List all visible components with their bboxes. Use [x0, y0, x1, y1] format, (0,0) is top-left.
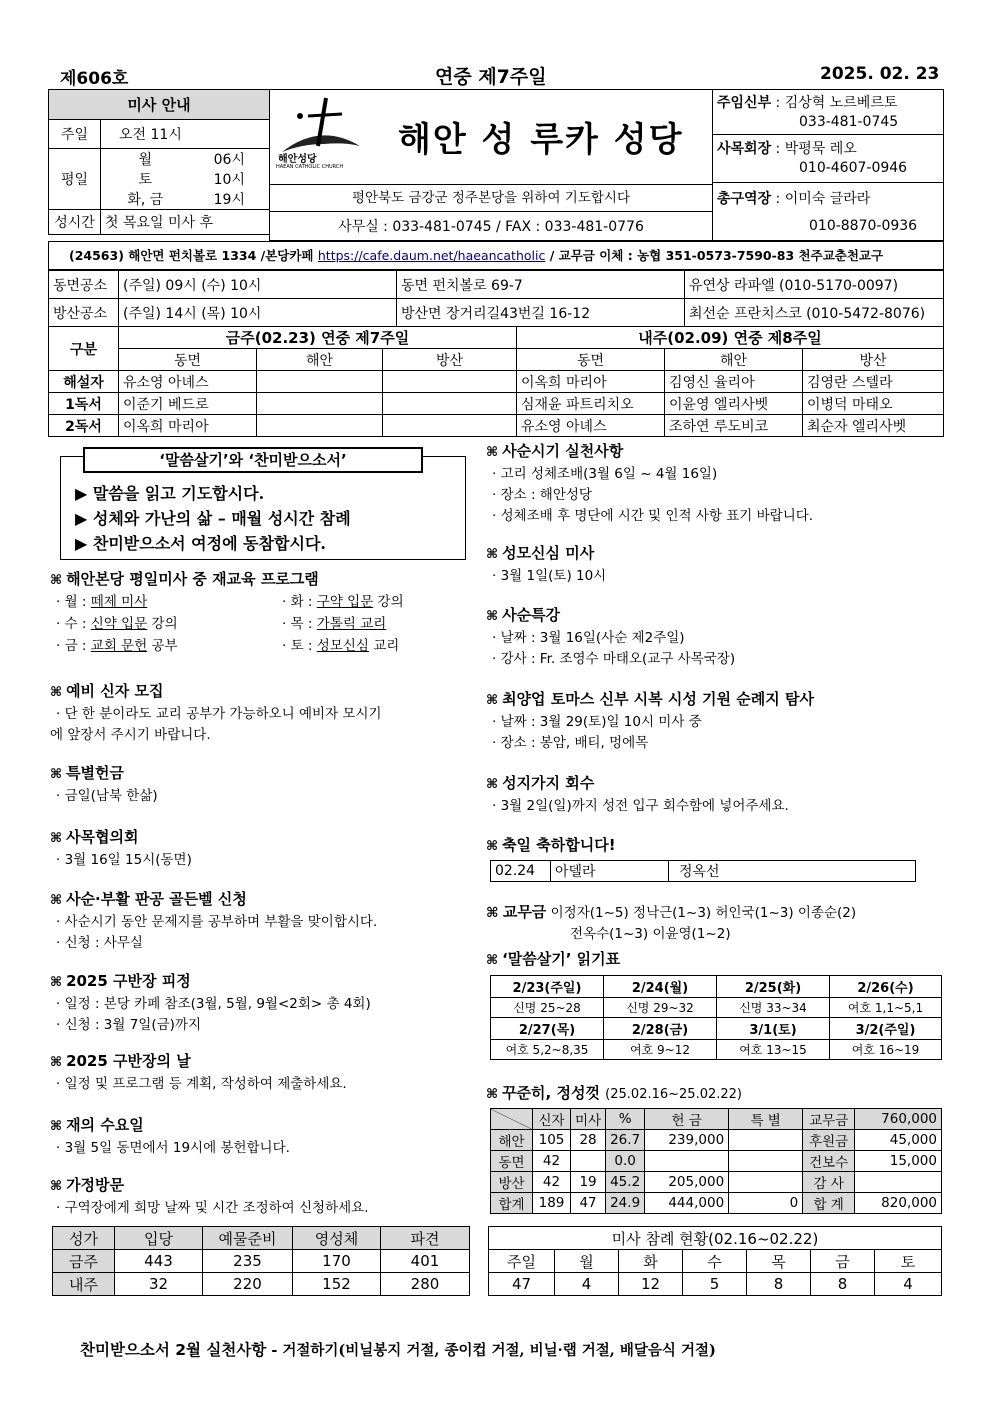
- notice-ash-wednesday: [50, 1114, 480, 1159]
- mass-guide-table: [48, 89, 270, 235]
- attendance-count: 47: [489, 1273, 555, 1296]
- hymn-number: 152: [293, 1273, 381, 1296]
- finance-heading: [486, 1082, 942, 1106]
- notice-title: 재의 수요일: [66, 1116, 144, 1134]
- issue-number: 제606호: [60, 69, 129, 89]
- readers-this-week: 금주(02.23) 연중 제7주일: [119, 327, 517, 349]
- reader-cell: [383, 415, 517, 437]
- attendance-day: 주일: [489, 1250, 555, 1273]
- attendance-day: 금: [811, 1250, 875, 1273]
- notice-line: · 3월 1일(토) 10시: [492, 568, 607, 584]
- notice-palm-return: [486, 772, 942, 817]
- notice-line: · 신청 : 사무실: [56, 935, 143, 951]
- program-subject: 구약 입문: [316, 594, 374, 610]
- notice-mark-icon: ⌘: [486, 839, 499, 854]
- church-logo-text: 해안성당: [278, 154, 317, 165]
- attendance-day: 화: [619, 1250, 683, 1273]
- program-day: 월: [64, 594, 78, 610]
- reader-role: 2독서: [49, 415, 119, 437]
- place-header: 해안: [665, 349, 803, 371]
- holy-hour-value: 첫 목요일 미사 후: [101, 210, 270, 235]
- attendance-count: 8: [747, 1273, 811, 1296]
- motto-line: ▶ 성체와 가난의 삶 – 매월 성시간 참례: [75, 509, 351, 528]
- notice-retreat: [50, 970, 480, 1036]
- reader-cell: 유소영 아녜스: [517, 415, 665, 437]
- program-day: 토: [290, 638, 304, 654]
- notice-title: 사순특강: [502, 606, 561, 624]
- hymn-week: 내주: [53, 1273, 115, 1296]
- notice-mark-icon: ⌘: [50, 893, 63, 908]
- notice-leaders-day: [50, 1050, 480, 1095]
- notice-mark-icon: ⌘: [486, 905, 499, 921]
- staff-box: 주임신부 : 김상혁 노르베르토 033-481-0745 사목회장 : 박평묵 레오 010-4607-0946 총구역장 : 이미숙 글라라 010-8870-0936: [712, 89, 944, 241]
- notice-special-offering: [50, 762, 480, 807]
- reading-day: 2/23(주일): [491, 976, 604, 998]
- mass-guide-title: 미사 안내: [49, 90, 270, 120]
- finance-special: 0: [729, 1193, 803, 1214]
- notice-mark-icon: ⌘: [50, 831, 63, 846]
- address-bar: [48, 241, 944, 270]
- sunday-time: 오전 11시: [101, 120, 270, 149]
- reading-text: 여호 16~19: [830, 1040, 942, 1060]
- reading-day: 2/26(수): [830, 976, 942, 998]
- weekday-time: 10시: [190, 169, 270, 189]
- finance-row-name: 합계: [491, 1193, 533, 1214]
- finance-offer: 205,000: [645, 1172, 729, 1193]
- notice-line: · 3월 16일 15시(동면): [56, 852, 192, 868]
- finance-value: 15,000: [855, 1151, 942, 1172]
- reader-cell: 최순자 엘리사벳: [803, 415, 944, 437]
- notice-lent-practice: [486, 440, 942, 527]
- motto-box: [60, 451, 466, 560]
- bulletin-date: 2025. 02. 23: [820, 64, 940, 84]
- notice-title: 사순시기 실천사항: [502, 442, 624, 460]
- mission-contact: 최선순 프란치스코 (010-5472-8076): [685, 299, 944, 327]
- readers-col-label: 구분: [49, 327, 119, 371]
- finance-header: 신자: [533, 1109, 571, 1130]
- mission-name: 방산공소: [49, 299, 119, 327]
- dues-label: 교무금: [502, 903, 547, 921]
- hymn-week: 금주: [53, 1250, 115, 1273]
- notice-mark-icon: ⌘: [50, 1119, 63, 1134]
- finance-special: [729, 1130, 803, 1151]
- place-header: 해안: [257, 349, 383, 371]
- mission-times: (주일) 14시 (목) 10시: [119, 299, 397, 327]
- notice-title: 예비 신자 모집: [66, 682, 164, 700]
- hymn-number: 220: [203, 1273, 293, 1296]
- hymn-number: 280: [381, 1273, 470, 1296]
- notice-title: 성모신심 미사: [502, 544, 595, 562]
- mission-times: (주일) 09시 (수) 10시: [119, 271, 397, 299]
- notice-line: · 성체조배 후 명단에 시간 및 인적 사항 표기 바랍니다.: [492, 508, 814, 524]
- program-subject: 신약 입문: [90, 616, 148, 632]
- notice-pilgrimage: [486, 688, 942, 754]
- footer-practice: [80, 1338, 716, 1360]
- place-header: 동면: [119, 349, 257, 371]
- finance-pct: 0.0: [606, 1151, 645, 1172]
- finance-members: 42: [533, 1151, 571, 1172]
- motto-title: ‘말씀살기’와 ‘찬미받으소서’: [83, 447, 423, 473]
- attendance-day: 목: [747, 1250, 811, 1273]
- finance-header: 헌 금: [645, 1109, 729, 1130]
- feast-names: 정옥선: [669, 861, 916, 882]
- notice-title: ‘말씀살기’ 읽기표: [502, 950, 621, 968]
- finance-pct: 24.9: [606, 1193, 645, 1214]
- staff-name: 이미숙 글라라: [784, 191, 871, 207]
- program-subject: 성모신심: [316, 638, 369, 654]
- finance-row-name: 방산: [491, 1172, 533, 1193]
- mission-address: 방산면 장거리길43번길 16-12: [397, 299, 685, 327]
- notice-line: · 3월 2일(일)까지 성전 입구 회수함에 넣어주세요.: [492, 798, 789, 814]
- finance-mass: [571, 1151, 606, 1172]
- staff-phone: 010-8870-0936: [809, 218, 918, 234]
- notice-title: 2025 구반장의 날: [66, 1052, 191, 1070]
- finance-mass: 47: [571, 1193, 606, 1214]
- reader-cell: [257, 393, 383, 415]
- sunday-title: 연중 제7주일: [435, 66, 547, 88]
- reading-text: 여호 1,1~5,1: [830, 998, 942, 1018]
- notice-mark-icon: ⌘: [50, 573, 63, 588]
- reading-day: 2/27(목): [491, 1018, 604, 1040]
- reading-day: 2/28(금): [604, 1018, 717, 1040]
- notice-title: 특별헌금: [66, 764, 125, 782]
- feast-saint: 아델라: [551, 861, 669, 882]
- reader-role: 해설자: [49, 371, 119, 393]
- attendance-count: 5: [683, 1273, 747, 1296]
- hymn-number: 235: [203, 1250, 293, 1273]
- reader-cell: 이병덕 마태오: [803, 393, 944, 415]
- place-header: 동면: [517, 349, 665, 371]
- notice-lent-lecture: [486, 604, 942, 670]
- finance-mass: 19: [571, 1172, 606, 1193]
- notice-line: · 구역장에게 희망 날짜 및 시간 조정하여 신청하세요.: [56, 1200, 369, 1216]
- motto-line: ▶ 말씀을 읽고 기도합시다.: [75, 484, 265, 503]
- weekday-day: 월: [101, 149, 190, 170]
- reader-cell: 이윤영 엘리사벳: [665, 393, 803, 415]
- notice-marian-mass: [486, 542, 942, 587]
- dues-line: 전옥수(1~3) 이윤영(1~2): [570, 926, 731, 942]
- finance-title: 꾸준히, 정성껏: [502, 1084, 600, 1102]
- feast-table: [490, 860, 916, 882]
- weekday-time: 19시: [190, 189, 270, 210]
- holy-hour-label: 성시간: [49, 210, 101, 235]
- finance-value: [855, 1172, 942, 1193]
- program-subject: 교회 문헌: [90, 638, 148, 654]
- church-title-box: [269, 89, 713, 241]
- table-row: [49, 371, 944, 393]
- finance-offer: 239,000: [645, 1130, 729, 1151]
- notice-line: · 장소 : 봉암, 배티, 멍에목: [492, 735, 649, 751]
- notice-mark-icon: ⌘: [486, 609, 499, 624]
- finance-total-label: 합 계: [803, 1193, 855, 1214]
- program-type: 교리: [373, 638, 400, 654]
- feast-date: 02.24: [491, 861, 551, 882]
- finance-offer: [645, 1151, 729, 1172]
- notice-line: · 신청 : 3월 7일(금)까지: [56, 1017, 202, 1033]
- mission-name: 동면공소: [49, 271, 119, 299]
- readers-next-week: 내주(02.09) 연중 제8주일: [517, 327, 944, 349]
- mission-address: 동면 펀치볼로 69-7: [397, 271, 685, 299]
- program-day: 화: [290, 594, 304, 610]
- hymn-number: 401: [381, 1250, 470, 1273]
- notice-mark-icon: ⌘: [486, 693, 499, 708]
- reader-cell: 심재윤 파트리치오: [517, 393, 665, 415]
- notice-title: 최양업 토마스 신부 시복 시성 기원 순례지 탐사: [502, 690, 814, 708]
- notice-mark-icon: ⌘: [486, 445, 499, 460]
- finance-value: 45,000: [855, 1130, 942, 1151]
- hymn-number: 443: [115, 1250, 203, 1273]
- notice-mark-icon: ⌘: [486, 547, 499, 562]
- reading-text: 신명 29~32: [604, 998, 717, 1018]
- church-logo-sub: HAEAN CATHOLIC CHURCH: [276, 164, 344, 170]
- reading-text: 여호 5,2~8,35: [491, 1040, 604, 1060]
- finance-period: (25.02.16~25.02.22): [605, 1087, 742, 1102]
- attendance-title: 미사 참례 현황(02.16~02.22): [489, 1227, 942, 1250]
- table-row: [49, 415, 944, 437]
- prayer-intention: 평안북도 금강군 정주본당을 위하여 기도합시다: [270, 184, 712, 212]
- reader-cell: 이옥희 마리아: [119, 415, 257, 437]
- notice-line: 에 앞장서 주시기 바랍니다.: [50, 727, 211, 743]
- reader-cell: 이준기 베드로: [119, 393, 257, 415]
- staff-phone: 010-4607-0946: [799, 160, 908, 176]
- notice-mark-icon: ⌘: [486, 953, 499, 968]
- hymn-table: [52, 1226, 470, 1296]
- reader-cell: 김영신 율리아: [665, 371, 803, 393]
- table-row: [49, 393, 944, 415]
- attendance-day: 수: [683, 1250, 747, 1273]
- dues-line: 이정자(1~5) 정낙근(1~3) 허인국(1~3) 이종순(2): [550, 905, 857, 921]
- readers-table: [48, 326, 944, 437]
- staff-role: 총구역장: [717, 191, 772, 207]
- attendance-day: 월: [555, 1250, 619, 1273]
- finance-header: %: [606, 1109, 645, 1130]
- staff-name: 김상혁 노르베르토: [784, 95, 898, 111]
- hymn-number: 32: [115, 1273, 203, 1296]
- reader-cell: 김영란 스텔라: [803, 371, 944, 393]
- finance-key: 후원금: [803, 1130, 855, 1151]
- weekday-day: 화, 금: [101, 189, 190, 210]
- notice-golden-bell: [50, 888, 480, 954]
- cafe-link[interactable]: https://cafe.daum.net/haeancatholic: [317, 248, 546, 263]
- staff-name: 박평묵 레오: [784, 141, 857, 157]
- account-text: / 교무금 이체 : 농협 351-0573-7590-83 천주교춘천교구: [549, 248, 884, 263]
- notice-feast: [486, 834, 942, 858]
- reading-day: 2/24(월): [604, 976, 717, 998]
- attendance-count: 8: [811, 1273, 875, 1296]
- program-day: 금: [64, 638, 78, 654]
- weekday-day: 토: [101, 169, 190, 189]
- notice-line: · 일정 및 프로그램 등 계획, 작성하여 제출하세요.: [56, 1076, 347, 1092]
- hymn-header: 파견: [381, 1227, 470, 1250]
- notice-line: · 금일(남북 한삶): [56, 788, 158, 804]
- program-day: 목: [290, 616, 304, 632]
- finance-row-name: 동면: [491, 1151, 533, 1172]
- footer-title: 찬미받으소서 2월 실천사항: [80, 1341, 267, 1359]
- finance-pct: 45.2: [606, 1172, 645, 1193]
- reader-cell: 조하연 루도비코: [665, 415, 803, 437]
- hymn-header: 영성체: [293, 1227, 381, 1250]
- reading-day: 3/2(주일): [830, 1018, 942, 1040]
- notice-mark-icon: ⌘: [486, 1087, 499, 1102]
- notice-line: · 강사 : Fr. 조영수 마태오(교구 사목국장): [492, 651, 736, 667]
- finance-key: 건보수: [803, 1151, 855, 1172]
- reader-cell: [257, 371, 383, 393]
- reading-text: 여호 9~12: [604, 1040, 717, 1060]
- finance-row-name: 해안: [491, 1130, 533, 1151]
- reading-day: 3/1(토): [717, 1018, 830, 1040]
- hymn-header: 예물준비: [203, 1227, 293, 1250]
- attendance-count: 4: [875, 1273, 942, 1296]
- notice-line: · 단 한 분이라도 교리 공부가 가능하오니 예비자 모시기: [56, 706, 382, 722]
- finance-mass: 28: [571, 1130, 606, 1151]
- footer-text: - 거절하기(비닐봉지 거절, 종이컵 거절, 비닐·랩 거절, 배달음식 거절): [266, 1342, 716, 1359]
- finance-value: 760,000: [855, 1109, 942, 1130]
- attendance-day: 토: [875, 1250, 942, 1273]
- notice-title: 사목협의회: [66, 828, 139, 846]
- notice-line: · 고리 성체조배(3월 6일 ~ 4월 16일): [492, 466, 718, 482]
- notice-mark-icon: ⌘: [50, 1179, 63, 1194]
- program-subject: 가톨릭 교리: [316, 616, 387, 632]
- motto-line: ▶ 찬미받으소서 여정에 동참합시다.: [75, 534, 326, 553]
- finance-pct: 26.7: [606, 1130, 645, 1151]
- notice-title: 성지가지 회수: [502, 774, 595, 792]
- notice-dues: [486, 902, 942, 945]
- notice-reeducation: ⌘ 해안본당 평일미사 중 재교육 프로그램 · 월 : 떼제 미사 · 화 : 구약 입문 강의 · 수 : 신약 입문 강의 · 목 : 가톨릭 교리 · 금 : 교회 문헌 공부 · 토 : 성모신심 교리: [50, 570, 404, 654]
- sunday-label: 주일: [49, 120, 101, 149]
- hymn-number: 170: [293, 1250, 381, 1273]
- reading-plan-table: [490, 975, 942, 1060]
- hymn-header: 성가: [53, 1227, 115, 1250]
- notice-line: · 3월 5일 동면에서 19시에 봉헌합니다.: [56, 1140, 290, 1156]
- weekday-label: 평일: [49, 149, 101, 210]
- finance-key: 교무금: [803, 1109, 855, 1130]
- notice-mark-icon: ⌘: [50, 767, 63, 782]
- finance-special: [729, 1172, 803, 1193]
- notice-title: 2025 구반장 피정: [66, 972, 191, 990]
- reading-text: 신명 33~34: [717, 998, 830, 1018]
- notice-title: 가정방문: [66, 1176, 125, 1194]
- attendance-count: 12: [619, 1273, 683, 1296]
- finance-table: [490, 1108, 942, 1214]
- finance-key: 감 사: [803, 1172, 855, 1193]
- finance-members: 189: [533, 1193, 571, 1214]
- missions-table: [48, 270, 944, 327]
- notice-mark-icon: ⌘: [50, 685, 63, 700]
- program-type: 공부: [151, 638, 178, 654]
- notice-mark-icon: ⌘: [486, 777, 499, 792]
- church-name: 해안 성 루카 성당: [398, 120, 684, 160]
- notice-line: · 장소 : 해안성당: [492, 487, 592, 503]
- reader-cell: [383, 393, 517, 415]
- notice-title: 축일 축하합니다!: [502, 836, 616, 854]
- mission-contact: 유연상 라파엘 (010-5170-0097): [685, 271, 944, 299]
- program-day: 수: [64, 616, 78, 632]
- notice-line: · 날짜 : 3월 29(토)일 10시 미사 중: [492, 714, 702, 730]
- weekday-time: 06시: [190, 149, 270, 170]
- staff-phone: 033-481-0745: [799, 114, 899, 130]
- finance-members: 105: [533, 1130, 571, 1151]
- notice-title: 해안본당 평일미사 중 재교육 프로그램: [66, 570, 319, 588]
- reading-text: 신명 25~28: [491, 998, 604, 1018]
- reader-cell: [257, 415, 383, 437]
- office-contact: 사무실 : 033-481-0745 / FAX : 033-481-0776: [338, 219, 644, 235]
- notice-title: 사순·부활 판공 골든벨 신청: [66, 890, 247, 908]
- place-header: 방산: [383, 349, 517, 371]
- staff-role: 주임신부: [717, 95, 772, 111]
- program-type: 강의: [151, 616, 178, 632]
- notice-line: · 사순시기 동안 문제지를 공부하며 부활을 맞이합시다.: [56, 914, 378, 930]
- finance-header: 특 별: [729, 1109, 803, 1130]
- staff-role: 사목회장: [717, 141, 772, 157]
- hymn-header: 입당: [115, 1227, 203, 1250]
- finance-total-value: 820,000: [855, 1193, 942, 1214]
- notice-mark-icon: ⌘: [50, 975, 63, 990]
- address-text: (24563) 해안면 펀치볼로 1334 /본당카페: [69, 248, 314, 263]
- place-header: 방산: [803, 349, 944, 371]
- reader-cell: 유소영 아녜스: [119, 371, 257, 393]
- finance-members: 42: [533, 1172, 571, 1193]
- attendance-count: 4: [555, 1273, 619, 1296]
- reading-text: 여호 13~15: [717, 1040, 830, 1060]
- reader-cell: 이옥희 마리아: [517, 371, 665, 393]
- finance-header: 미사: [571, 1109, 606, 1130]
- reader-role: 1독서: [49, 393, 119, 415]
- finance-offer: 444,000: [645, 1193, 729, 1214]
- notice-council: [50, 826, 480, 871]
- notice-line: · 날짜 : 3월 16일(사순 제2주일): [492, 630, 685, 646]
- program-type: 강의: [377, 594, 404, 610]
- notice-catechumen: [50, 680, 480, 746]
- notice-mark-icon: ⌘: [50, 1055, 63, 1070]
- reading-plan-heading: [486, 948, 942, 972]
- reader-cell: [383, 371, 517, 393]
- finance-special: [729, 1151, 803, 1172]
- attendance-table: [488, 1226, 942, 1296]
- program-subject: 떼제 미사: [90, 594, 148, 610]
- notice-line: · 일정 : 본당 카페 참조(3월, 5월, 9월<2회> 총 4회): [56, 996, 371, 1012]
- reading-day: 2/25(화): [717, 976, 830, 998]
- notice-home-visit: [50, 1174, 480, 1219]
